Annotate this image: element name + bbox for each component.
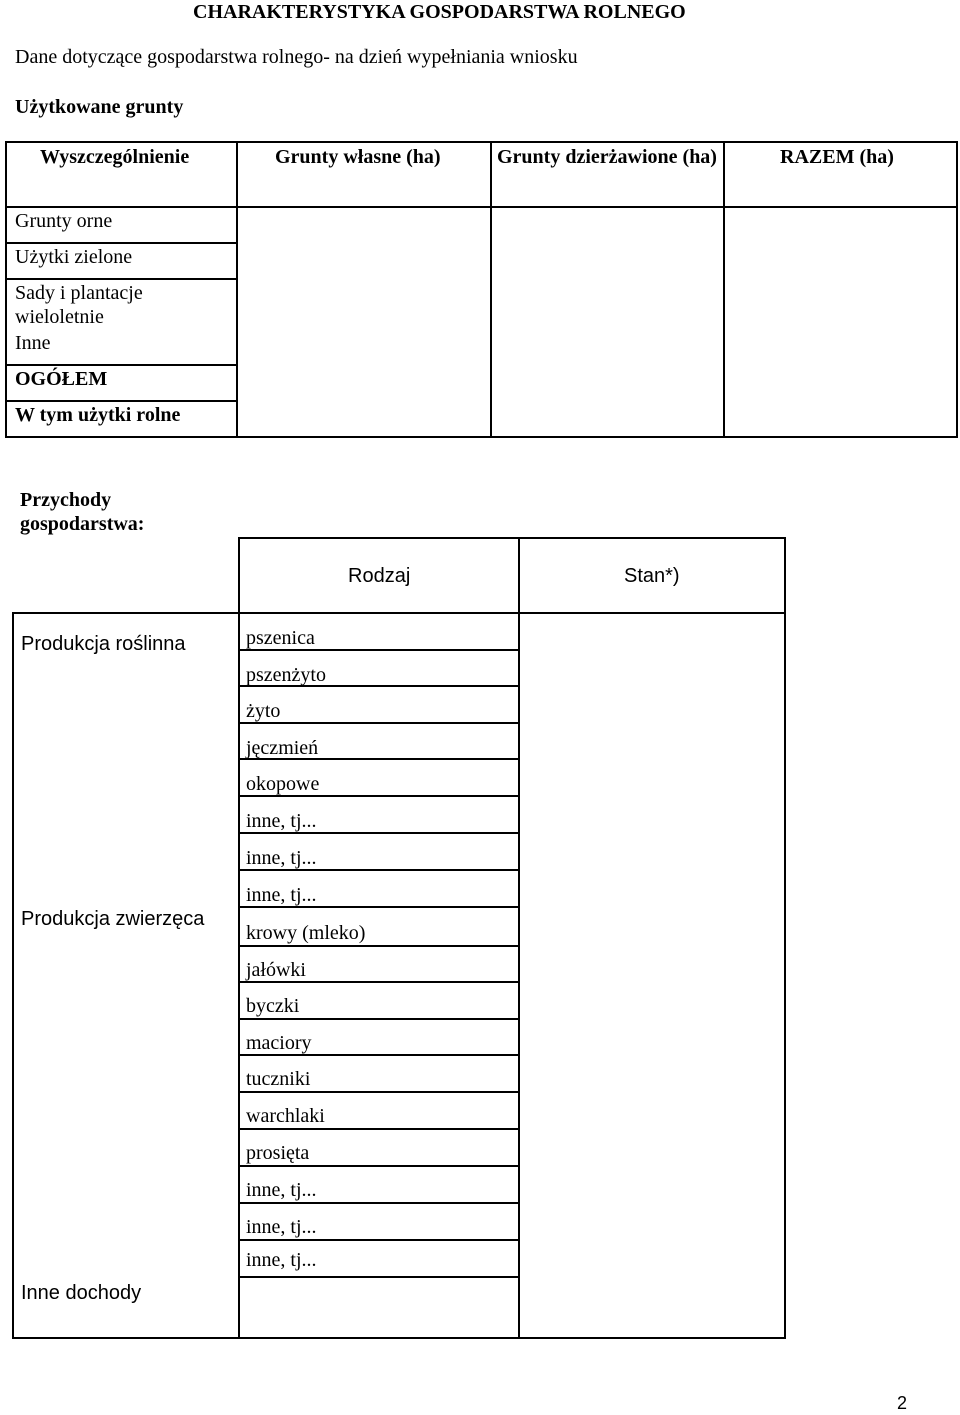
col-header-total: RAZEM (ha) bbox=[780, 146, 894, 168]
col-header-status: Stan*) bbox=[624, 565, 680, 587]
animal-item: warchlaki bbox=[246, 1105, 325, 1127]
col-header-leased-land: Grunty dzierżawione (ha) bbox=[497, 146, 717, 168]
group-label-other-income: Inne dochody bbox=[21, 1282, 142, 1304]
crop-item: żyto bbox=[246, 700, 281, 722]
row-label-other: Inne bbox=[15, 332, 51, 354]
row-label-arable: Grunty orne bbox=[15, 210, 113, 232]
intro-text: Dane dotyczące gospodarstwa rolnego- na dzień wypełniania wniosku bbox=[15, 46, 578, 68]
section-heading-income-1: Przychody bbox=[20, 489, 112, 511]
animal-item: maciory bbox=[246, 1032, 312, 1054]
group-label-animal-production: Produkcja zwierzęca bbox=[21, 908, 205, 930]
animal-item: krowy (mleko) bbox=[246, 922, 366, 944]
animal-item: byczki bbox=[246, 995, 300, 1017]
animal-item: inne, tj... bbox=[246, 1216, 317, 1238]
animal-item: prosięta bbox=[246, 1142, 310, 1164]
crop-item: pszenica bbox=[246, 627, 315, 649]
animal-item: tuczniki bbox=[246, 1068, 311, 1090]
crop-item: inne, tj... bbox=[246, 847, 317, 869]
animal-item: inne, tj... bbox=[246, 1249, 317, 1271]
section-heading-land: Użytkowane grunty bbox=[15, 96, 184, 118]
page-number: 2 bbox=[897, 1393, 908, 1413]
row-label-total: OGÓŁEM bbox=[15, 368, 108, 390]
group-label-crop-production: Produkcja roślinna bbox=[21, 633, 186, 655]
col-header-own-land: Grunty własne (ha) bbox=[275, 146, 441, 168]
page-title: CHARAKTERYSTYKA GOSPODARSTWA ROLNEGO bbox=[193, 1, 686, 23]
row-label-agricultural: W tym użytki rolne bbox=[15, 404, 181, 426]
crop-item: okopowe bbox=[246, 773, 320, 795]
row-label-grassland: Użytki zielone bbox=[15, 246, 133, 268]
crop-item: pszenżyto bbox=[246, 664, 326, 686]
row-label-orchards: Sady i plantacje wieloletnie bbox=[15, 282, 143, 328]
col-header-type: Rodzaj bbox=[348, 565, 411, 587]
crop-item: inne, tj... bbox=[246, 884, 317, 906]
status-values-cell[interactable] bbox=[520, 614, 784, 1337]
animal-item: jałówki bbox=[246, 959, 306, 981]
crop-item: inne, tj... bbox=[246, 810, 317, 832]
section-heading-income-2: gospodarstwa: bbox=[20, 513, 145, 535]
animal-item: inne, tj... bbox=[246, 1179, 317, 1201]
col-header-specification: Wyszczególnienie bbox=[40, 146, 190, 168]
crop-item: jęczmień bbox=[246, 737, 319, 759]
